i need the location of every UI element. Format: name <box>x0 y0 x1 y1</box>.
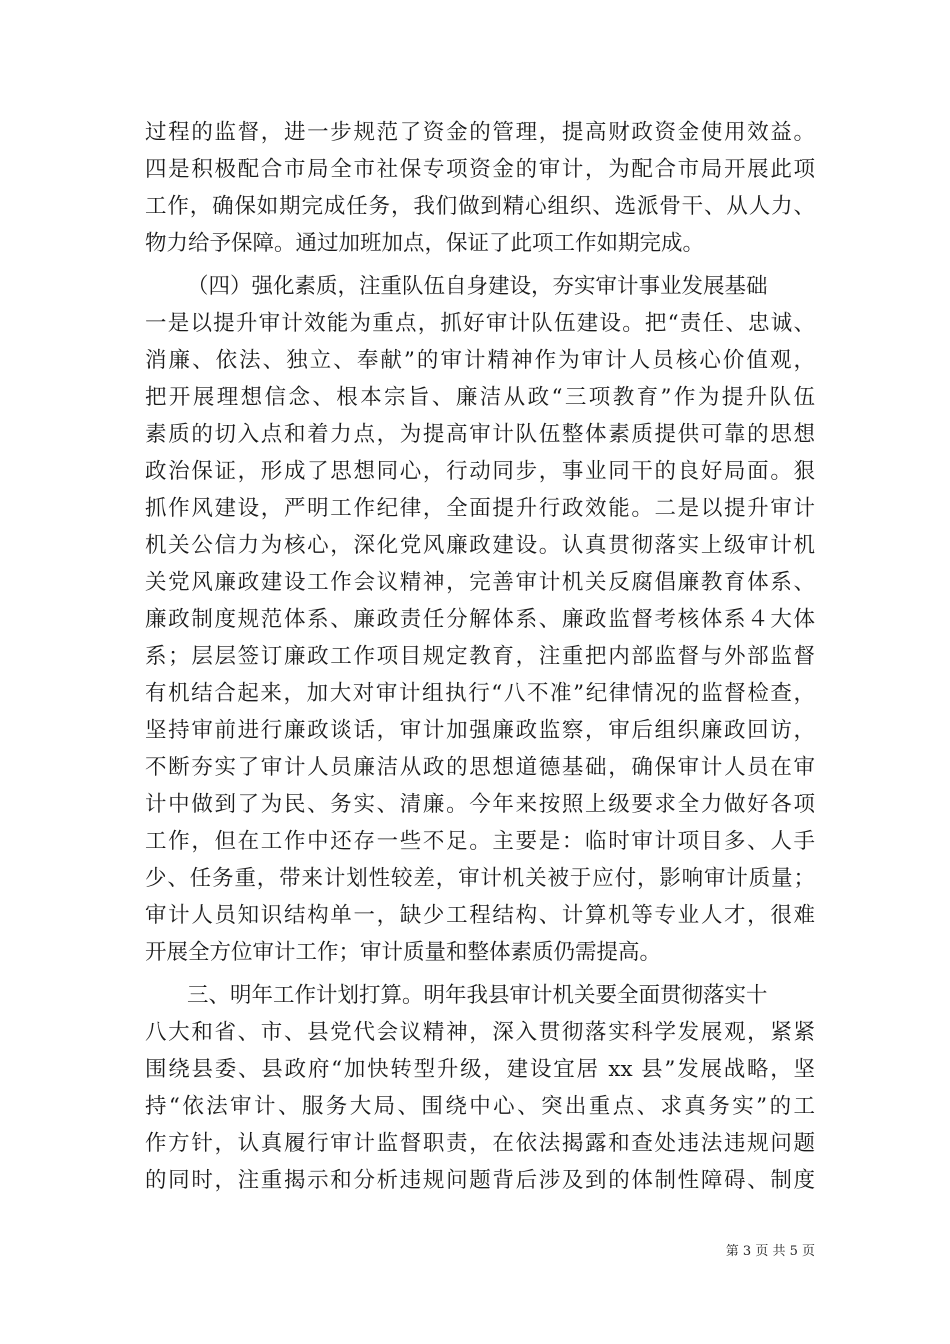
text-line: 一是以提升审计效能为重点，抓好审计队伍建设。把“责任、忠诚、 <box>145 311 815 336</box>
text-line: 工作，但在工作中还存一些不足。主要是：临时审计项目多、人手 <box>145 829 815 854</box>
text-line: 工作，确保如期完成任务，我们做到精心组织、选派骨干、从人力、 <box>145 194 815 219</box>
text-line: 不断夯实了审计人员廉洁从政的思想道德基础，确保审计人员在审 <box>145 755 815 780</box>
text-line: 把开展理想信念、根本宗旨、廉洁从政“三项教育”作为提升队伍 <box>145 385 815 410</box>
text-line: 持“依法审计、服务大局、围绕中心、突出重点、求真务实”的工 <box>145 1094 815 1119</box>
text-line: 过程的监督，进一步规范了资金的管理，提高财政资金使用效益。 <box>145 120 815 145</box>
page-number: 第 3 页 共 5 页 <box>725 1244 815 1259</box>
text-line: 八大和省、市、县党代会议精神，深入贯彻落实科学发展观，紧紧 <box>145 1020 815 1045</box>
text-line: 消廉、依法、独立、奉献”的审计精神作为审计人员核心价值观， <box>145 348 815 373</box>
text-line: 围绕县委、县政府“加快转型升级，建设宜居 xx 县”发展战略，坚 <box>145 1057 815 1082</box>
text-line: 四是积极配合市局全市社保专项资金的审计，为配合市局开展此项 <box>145 157 815 182</box>
text-line: 审计人员知识结构单一，缺少工程结构、计算机等专业人才，很难 <box>145 903 815 928</box>
text-line: 坚持审前进行廉政谈话，审计加强廉政监察，审后组织廉政回访， <box>145 718 815 743</box>
text-line: 素质的切入点和着力点，为提高审计队伍整体素质提供可靠的思想 <box>145 422 815 447</box>
text-line: 机关公信力为核心，深化党风廉政建设。认真贯彻落实上级审计机 <box>145 533 815 558</box>
text-line: 抓作风建设，严明工作纪律，全面提升行政效能。二是以提升审计 <box>145 496 815 521</box>
text-line: 作方针，认真履行审计监督职责，在依法揭露和查处违法违规问题 <box>145 1131 815 1156</box>
text-line: 政治保证，形成了思想同心，行动同步，事业同干的良好局面。狠 <box>145 459 815 484</box>
body-text <box>145 114 815 1199</box>
text-line: 少、任务重，带来计划性较差，审计机关被于应付，影响审计质量； <box>145 866 815 891</box>
text-line: 三、明年工作计划打算。明年我县审计机关要全面贯彻落实十 <box>187 983 768 1008</box>
text-line: 开展全方位审计工作；审计质量和整体素质仍需提高。 <box>145 940 662 965</box>
text-line: 有机结合起来，加大对审计组执行“八不准”纪律情况的监督检查， <box>145 681 815 706</box>
text-line: 系；层层签订廉政工作项目规定教育，注重把内部监督与外部监督 <box>145 644 815 669</box>
text-line: 计中做到了为民、务实、清廉。今年来按照上级要求全力做好各项 <box>145 792 815 817</box>
text-line: 物力给予保障。通过加班加点，保证了此项工作如期完成。 <box>145 231 705 256</box>
section-heading: （四）强化素质，注重队伍自身建设，夯实审计事业发展基础 <box>187 274 768 299</box>
text-line: 廉政制度规范体系、廉政责任分解体系、廉政监督考核体系４大体 <box>145 607 815 632</box>
text-line: 的同时，注重揭示和分析违规问题背后涉及到的体制性障碍、制度 <box>145 1168 815 1193</box>
text-line: 关党风廉政建设工作会议精神，完善审计机关反腐倡廉教育体系、 <box>145 570 815 595</box>
